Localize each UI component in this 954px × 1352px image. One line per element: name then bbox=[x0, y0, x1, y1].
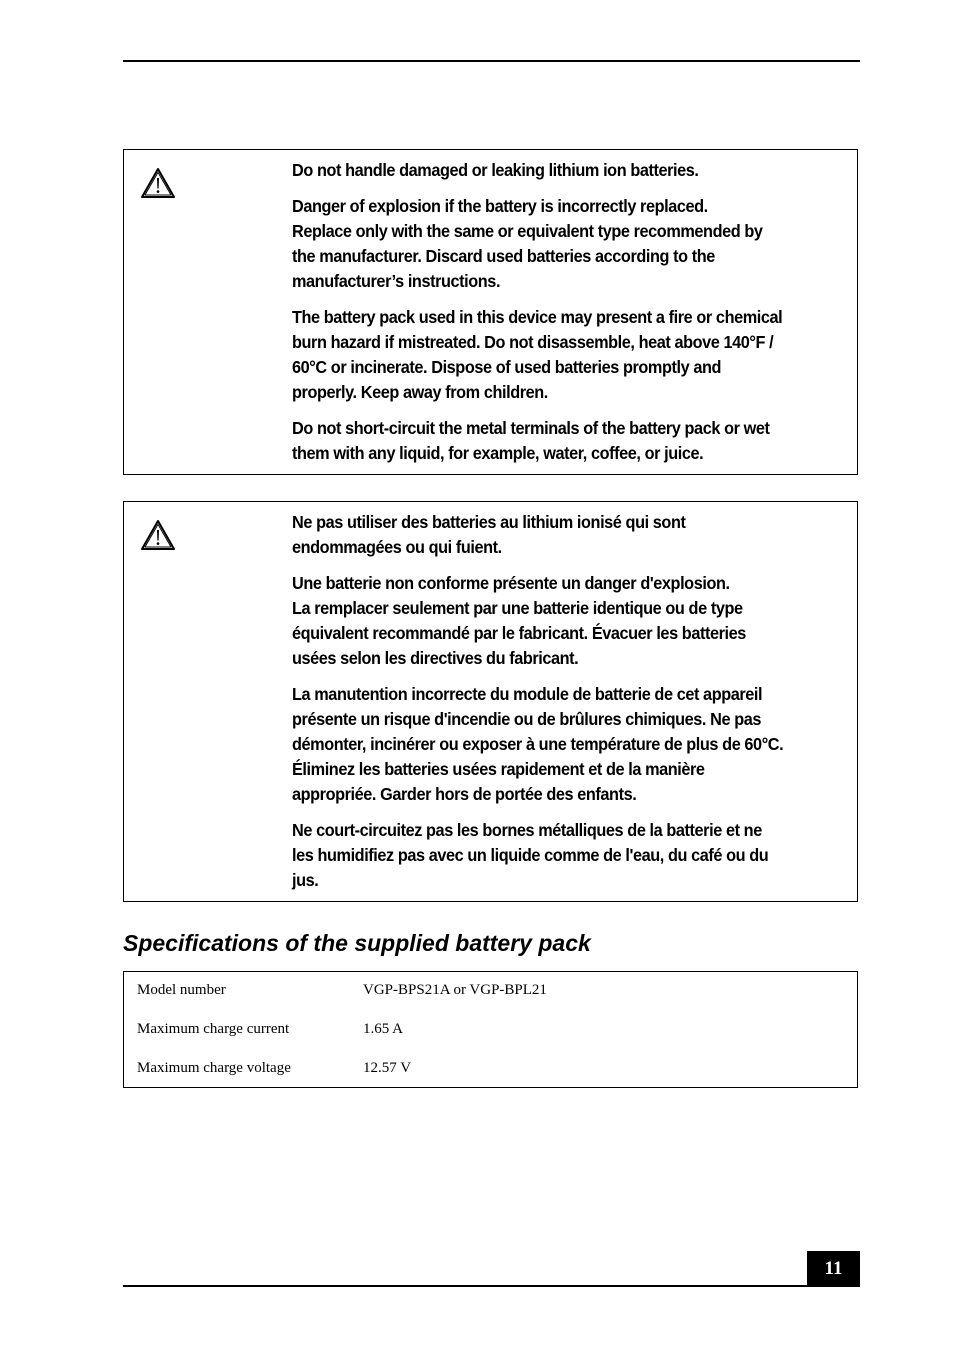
warning-line: Une batterie non conforme présente un danger d'explosion. bbox=[292, 573, 730, 593]
warning-paragraph bbox=[292, 305, 846, 405]
spec-label: Maximum charge current bbox=[137, 1021, 290, 1037]
warning-paragraph bbox=[292, 416, 846, 466]
page-number: 11 bbox=[807, 1251, 860, 1286]
warning-line: manufacturer’s instructions. bbox=[292, 271, 501, 291]
warning-line: équivalent recommandé par le fabricant. Évacuer les batteries bbox=[292, 623, 746, 643]
warning-box-french bbox=[123, 501, 858, 902]
warning-line: burn hazard if mistreated. Do not disassemble, heat above 140°F / bbox=[292, 332, 774, 352]
spec-row bbox=[137, 1058, 847, 1078]
warning-line: Ne court-circuitez pas les bornes métalliques de la batterie et ne bbox=[292, 820, 762, 840]
warning-line: Éliminez les batteries usées rapidement et de la manière bbox=[292, 759, 705, 779]
spec-label: Maximum charge voltage bbox=[137, 1060, 291, 1076]
header-rule bbox=[123, 60, 860, 62]
section-heading: Specifications of the supplied battery pack bbox=[123, 930, 591, 956]
warning-paragraph bbox=[292, 158, 846, 183]
warning-line: properly. Keep away from children. bbox=[292, 382, 548, 402]
warning-paragraph bbox=[292, 818, 846, 893]
warning-triangle-icon bbox=[140, 519, 176, 551]
warning-box-english bbox=[123, 149, 858, 475]
warning-paragraph bbox=[292, 510, 846, 560]
warning-line: jus. bbox=[292, 870, 319, 890]
warning-line: Danger of explosion if the battery is incorrectly replaced. bbox=[292, 196, 708, 216]
warning-triangle-icon bbox=[140, 167, 176, 199]
warning-line: les humidifiez pas avec un liquide comme de l'eau, du café ou du bbox=[292, 845, 769, 865]
spec-row bbox=[137, 980, 847, 1000]
warning-line: La remplacer seulement par une batterie identique ou de type bbox=[292, 598, 743, 618]
warning-line: La manutention incorrecte du module de batterie de cet appareil bbox=[292, 684, 763, 704]
spec-row bbox=[137, 1019, 847, 1039]
warning-text-english bbox=[292, 158, 849, 477]
warning-paragraph bbox=[292, 194, 846, 294]
spec-value: 12.57 V bbox=[363, 1060, 412, 1076]
warning-line: 60°C or incinerate. Dispose of used batteries promptly and bbox=[292, 357, 722, 377]
warning-line: Do not handle damaged or leaking lithium ion batteries. bbox=[292, 160, 699, 180]
warning-line: the manufacturer. Discard used batteries according to the bbox=[292, 246, 715, 266]
warning-line: Do not short-circuit the metal terminals of the battery pack or wet bbox=[292, 418, 770, 438]
specifications-table bbox=[123, 971, 858, 1088]
warning-line: them with any liquid, for example, water, coffee, or juice. bbox=[292, 443, 704, 463]
footer-rule bbox=[123, 1285, 860, 1287]
warning-line: appropriée. Garder hors de portée des enfants. bbox=[292, 784, 637, 804]
spec-value: VGP-BPS21A or VGP-BPL21 bbox=[363, 982, 547, 998]
warning-line: endommagées ou qui fuient. bbox=[292, 537, 502, 557]
spec-label: Model number bbox=[137, 982, 226, 998]
warning-line: présente un risque d'incendie ou de brûlures chimiques. Ne pas bbox=[292, 709, 762, 729]
warning-line: usées selon les directives du fabricant. bbox=[292, 648, 579, 668]
warning-paragraph bbox=[292, 682, 846, 807]
spec-value: 1.65 A bbox=[363, 1021, 404, 1037]
warning-paragraph bbox=[292, 571, 846, 671]
warning-line: Ne pas utiliser des batteries au lithium ionisé qui sont bbox=[292, 512, 686, 532]
warning-line: démonter, incinérer ou exposer à une température de plus de 60°C. bbox=[292, 734, 784, 754]
warning-text-french bbox=[292, 510, 849, 904]
warning-line: Replace only with the same or equivalent type recommended by bbox=[292, 221, 763, 241]
warning-line: The battery pack used in this device may present a fire or chemical bbox=[292, 307, 783, 327]
